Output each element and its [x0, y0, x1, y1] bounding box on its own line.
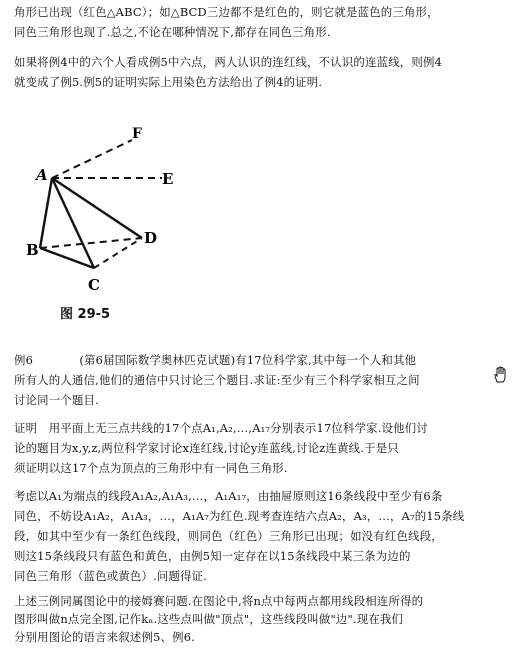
paragraph-graph-theory	[14, 592, 509, 646]
edge-AF	[52, 140, 132, 178]
graph-figure	[20, 118, 210, 338]
figure-caption: 图 29-5	[60, 307, 111, 322]
text-line: 考虑以A₁为端点的线段A₁A₂,A₁A₃,…，A₁A₁₇，由抽屉原则这16条线段中至少有6条	[14, 489, 443, 503]
paragraph-proof-continued	[14, 486, 509, 586]
vertex-label-B: B	[26, 241, 39, 259]
paragraph-1	[14, 2, 509, 42]
vertex-label-D: D	[144, 229, 158, 247]
text-line: 分别用图论的语言来叙述例5、例6.	[14, 630, 195, 644]
text-line: 就变成了例5.例5的证明实际上用染色方法给出了例4的证明.	[14, 75, 323, 89]
text-line: 须证明以这17个点为顶点的三角形中有一同色三角形.	[14, 461, 288, 475]
paragraph-example-6	[14, 350, 509, 410]
vertex-label-A: A	[36, 166, 48, 184]
text-line: 证明 用平面上无三点共线的17个点A₁,A₂,…,A₁₇分别表示17位科学家.设他们讨	[14, 421, 428, 435]
text-line: 角形已出现（红色△ABC）；如△BCD三边都不是红色的，则它就是蓝色的三角形，	[14, 5, 439, 19]
text-line: 论的题目为x,y,z,两位科学家讨论x连红线,讨论y连蓝线,讨论z连黄线.于是只	[14, 441, 399, 455]
text-line: 所有人的人通信,他们的通信中只讨论三个题目.求证:至少有三个科学家相互之间	[14, 373, 420, 387]
edge-AB	[40, 178, 52, 248]
text-line: 上述三例同属图论中的接姆赛问题.在图论中,将n点中每两点都用线段相连所得的	[14, 594, 424, 608]
paragraph-2	[14, 52, 509, 92]
vertex-label-E: E	[162, 170, 174, 188]
vertex-label-C: C	[88, 276, 100, 294]
hand-cursor-icon	[492, 366, 510, 384]
paragraph-proof	[14, 418, 509, 478]
text-line: 段，如其中至少有一条红色线段，则同色（红色）三角形已出现；如没有红色线段，	[14, 529, 443, 543]
text-line: 同色三角形也现了.总之,不论在哪种情况下,都存在同色三角形.	[14, 25, 331, 39]
text-line: 例6 (第6届国际数学奥林匹克试题)有17位科学家,其中每一个人和其他	[14, 353, 417, 367]
text-line: 讨论同一个题目.	[14, 393, 99, 407]
vertex-label-F: F	[132, 126, 142, 142]
text-line: 图形叫做n点完全图,记作kₙ.这些点叫做"顶点"，这些线段叫做"边".现在我们	[14, 612, 404, 626]
text-line: 同色，不妨设A₁A₂，A₁A₃，…，A₁A₇为红色.现考查连结六点A₂，A₃，…，A₇的15条线	[14, 509, 465, 523]
edge-BD	[40, 238, 142, 248]
text-line: 则这15条线段只有蓝色和黄色，由例5知一定存在以15条线段中某三条为边的	[14, 549, 411, 563]
text-line: 如果将例4中的六个人看成例5中六点，两人认识的连红线，不认识的连蓝线，则例4	[14, 55, 443, 69]
text-line: 同色三角形（蓝色或黄色）.问题得证.	[14, 569, 208, 583]
